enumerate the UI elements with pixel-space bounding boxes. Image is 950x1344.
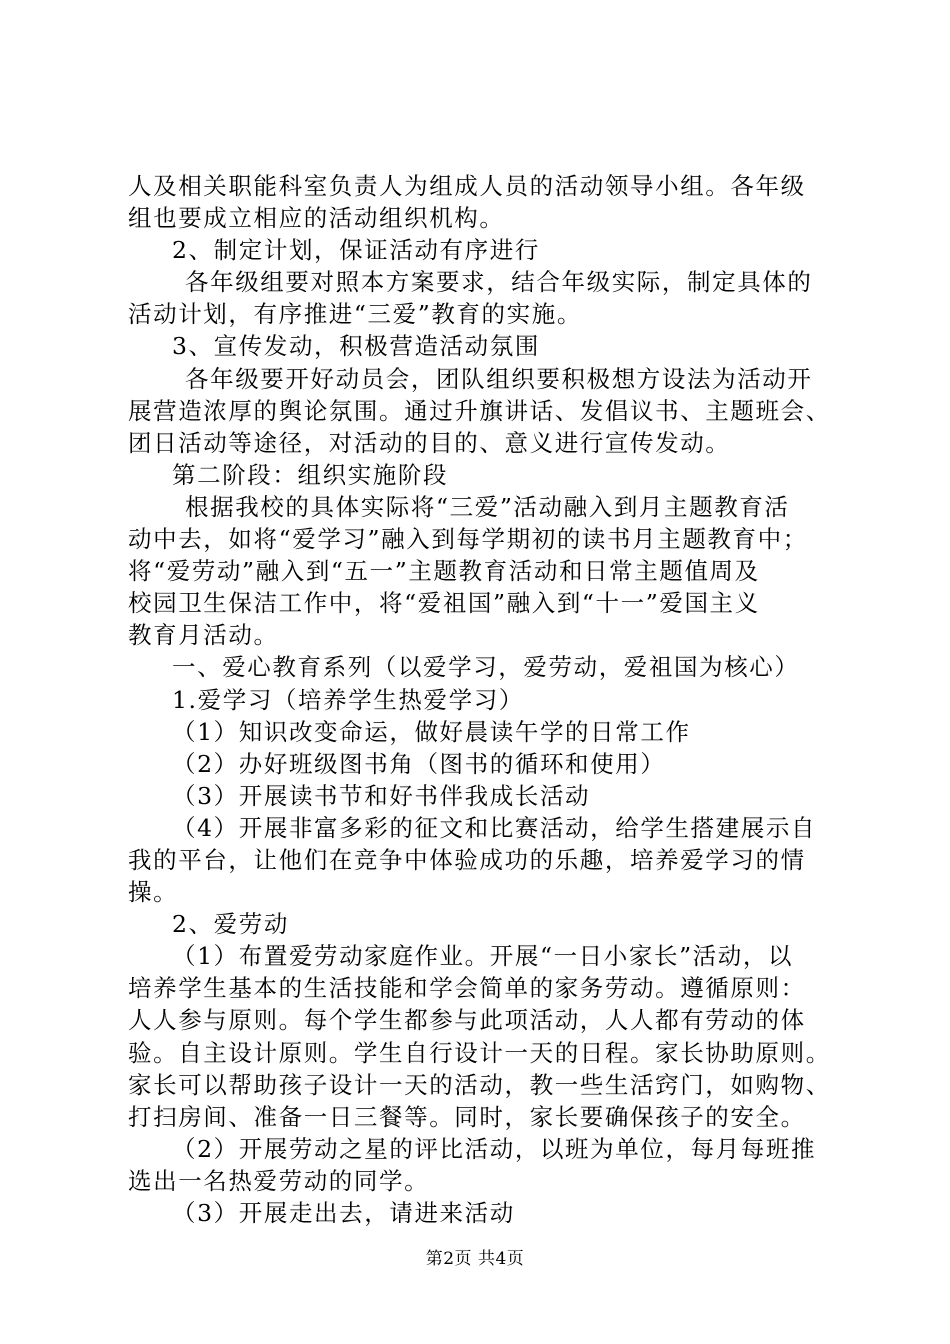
text-line: 各年级组要对照本方案要求，结合年级实际，制定具体的 (185, 268, 813, 297)
text-line: 动中去，如将“爱学习”融入到每学期初的读书月主题教育中； (128, 525, 808, 554)
text-line: 各年级要开好动员会，团队组织要积极想方设法为活动开 (185, 364, 813, 393)
section-heading: 2、制定计划，保证活动有序进行 (172, 236, 540, 265)
text-line: 培养学生基本的生活技能和学会简单的家务劳动。遵循原则： (128, 974, 806, 1003)
list-item: （3）开展走出去，请进来活动 (172, 1199, 515, 1227)
text-line: 团日活动等途径，对活动的目的、意义进行宣传发动。 (128, 428, 731, 457)
text-line: 将“爱劳动”融入到“五一”主题教育活动和日常主题值周及 (128, 557, 760, 586)
section-heading: 第二阶段：组织实施阶段 (172, 460, 449, 489)
text-line: 校园卫生保洁工作中，将“爱祖国”融入到“十一”爱国主义 (128, 589, 760, 618)
text-line: 验。自主设计原则。学生自行设计一天的日程。家长协助原则。 (128, 1038, 831, 1067)
list-item: （2）开展劳动之星的评比活动，以班为单位，每月每班推 (172, 1134, 817, 1163)
text-line: 人人参与原则。每个学生都参与此项活动，人人都有劳动的体 (128, 1006, 806, 1035)
list-item: （1）布置爱劳动家庭作业。开展“一日小家长”活动，以 (172, 942, 794, 971)
document-body (128, 170, 831, 1229)
page-number-footer: 第2页 共4页 (425, 1249, 525, 1269)
text-line: 根据我校的具体实际将“三爱”活动融入到月主题教育活 (185, 492, 790, 521)
list-item: （4）开展非富多彩的征文和比赛活动，给学生搭建展示自 (172, 813, 817, 842)
section-heading: 2、爱劳动 (172, 910, 289, 939)
text-line: 家长可以帮助孩子设计一天的活动，教一些生活窍门，如购物、 (128, 1070, 831, 1099)
list-item: （1）知识改变命运，做好晨读午学的日常工作 (172, 717, 691, 746)
list-item: （2）办好班级图书角（图书的循环和使用） (172, 749, 666, 778)
section-heading: 3、宣传发动，积极营造活动氛围 (172, 332, 540, 361)
list-item: （3）开展读书节和好书伴我成长活动 (172, 781, 591, 810)
text-line: 展营造浓厚的舆论氛围。通过升旗讲话、发倡议书、主题班会、 (128, 396, 831, 425)
text-line: 组也要成立相应的活动组织机构。 (128, 204, 505, 233)
text-line: 打扫房间、准备一日三餐等。同时，家长要确保孩子的安全。 (128, 1102, 806, 1131)
section-heading: 1.爱学习（培养学生热爱学习） (172, 685, 524, 714)
section-heading: 一、爱心教育系列（以爱学习，爱劳动，爱祖国为核心） (172, 653, 800, 682)
text-line: 选出一名热爱劳动的同学。 (128, 1166, 430, 1195)
text-line: 教育月活动。 (128, 621, 279, 650)
text-line: 活动计划，有序推进“三爱”教育的实施。 (128, 300, 582, 329)
text-line: 操。 (128, 878, 179, 907)
text-line: 我的平台，让他们在竞争中体验成功的乐趣，培养爱学习的情 (128, 845, 806, 874)
text-line: 人及相关职能科室负责人为组成人员的活动领导小组。各年级 (128, 172, 806, 200)
